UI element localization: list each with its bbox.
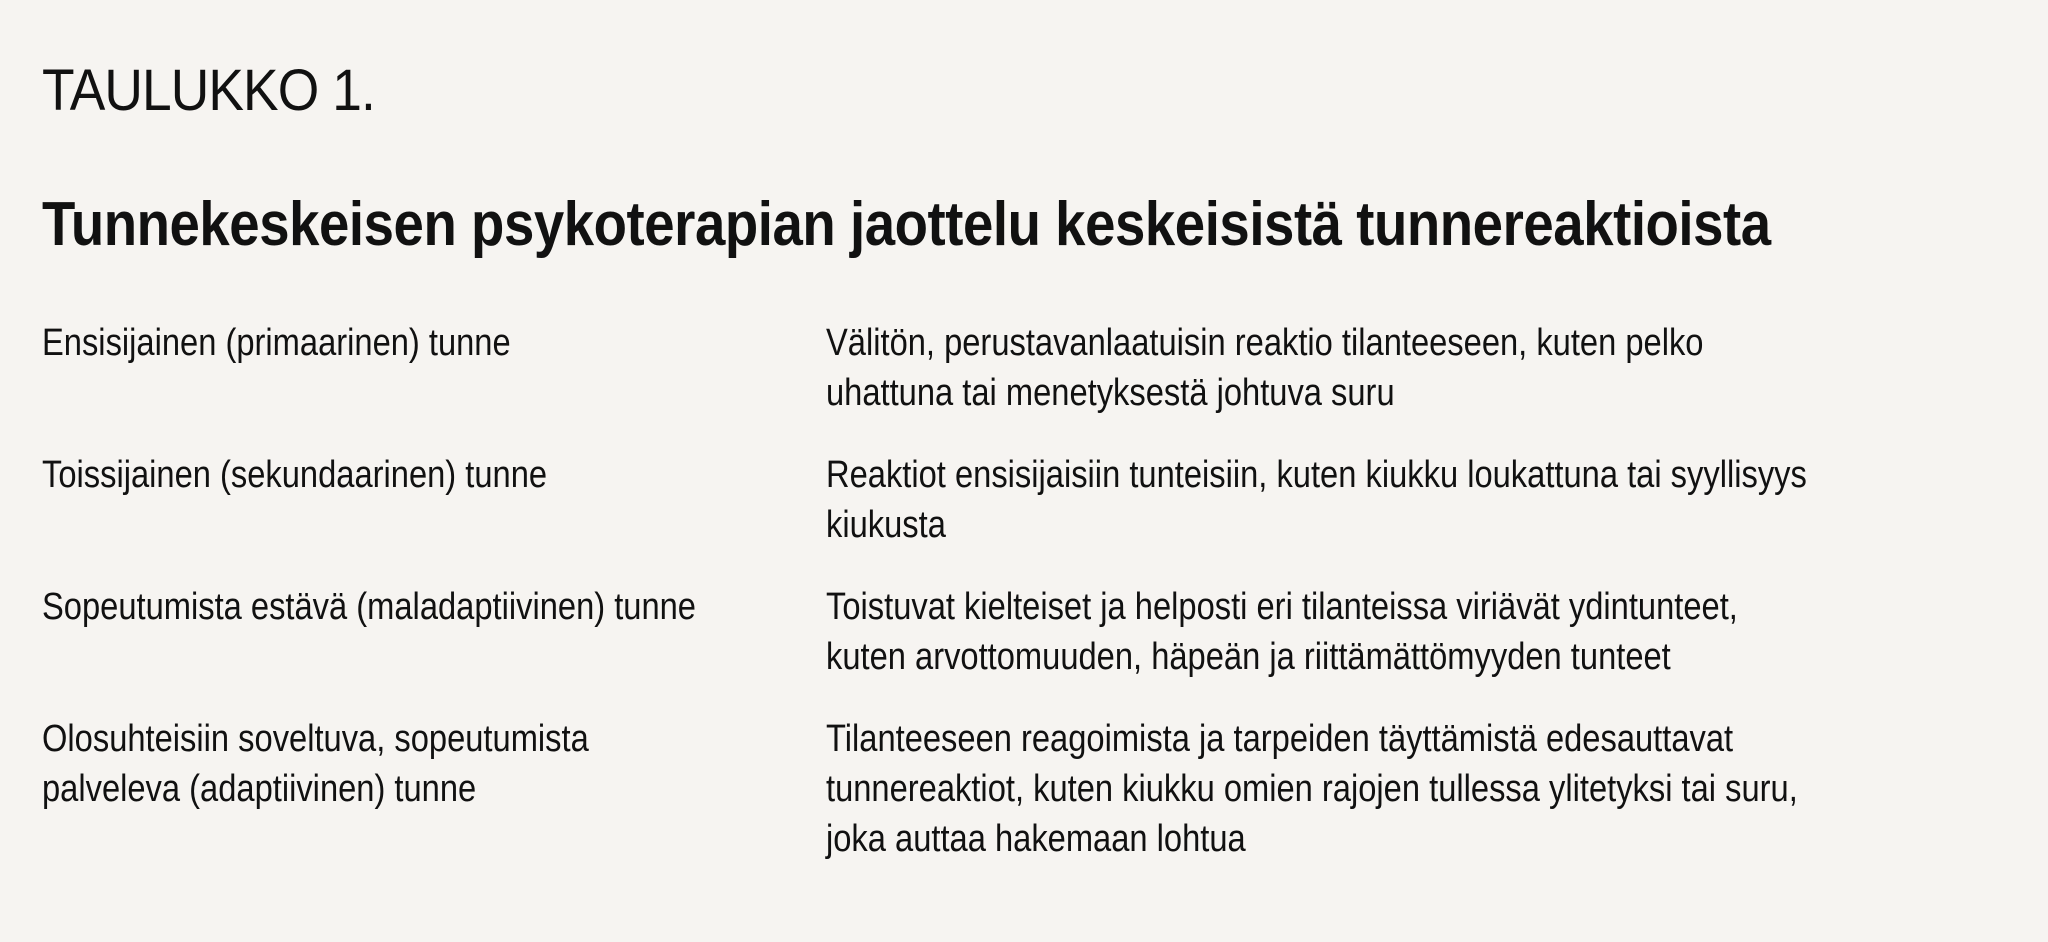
table-title: Tunnekeskeisen psykoterapian jaottelu keskeisistä tunnereaktioista [42, 190, 1771, 259]
table-page [42, 0, 2002, 942]
emotion-term: Toissijainen (sekundaarinen) tunne [42, 454, 548, 496]
table-row [42, 450, 2002, 550]
table-row [42, 714, 2002, 864]
emotion-term: Ensisijainen (primaarinen) tunne [42, 322, 511, 364]
table-row [42, 318, 2002, 418]
emotion-description: Reaktiot ensisijaisiin tunteisiin, kuten kiukku loukattuna tai syyllisyys kiukusta [826, 454, 1807, 546]
emotion-description: Tilanteeseen reagoimista ja tarpeiden täyttämistä edesauttavat tunnereaktiot, kuten kiukku omien rajojen tullessa ylitetyksi tai suru, joka auttaa hakemaan lohtua [826, 718, 1798, 860]
emotion-term: Olosuhteisiin soveltuva, sopeutumista palveleva (adaptiivinen) tunne [42, 718, 589, 810]
emotion-term: Sopeutumista estävä (maladaptiivinen) tunne [42, 586, 696, 628]
emotion-description: Toistuvat kielteiset ja helposti eri tilanteissa viriävät ydintunteet, kuten arvottomuuden, häpeän ja riittämättömyyden tunteet [826, 586, 1738, 678]
table-body [42, 318, 2002, 896]
table-row [42, 582, 2002, 682]
table-label: TAULUKKO 1. [42, 58, 375, 123]
emotion-description: Välitön, perustavanlaatuisin reaktio tilanteeseen, kuten pelko uhattuna tai menetyksestä johtuva suru [826, 322, 1704, 414]
